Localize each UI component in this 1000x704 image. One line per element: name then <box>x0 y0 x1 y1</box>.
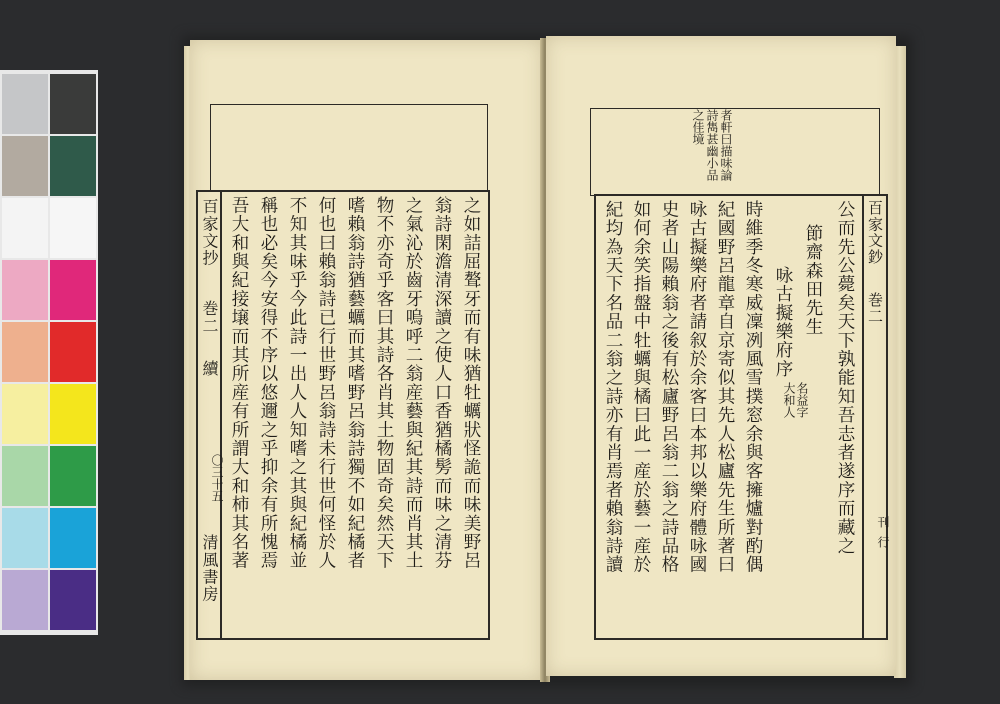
head-note-line: 之佳境 <box>691 109 705 145</box>
text-column: 史者山陽賴翁之後有松廬野呂翁二翁之詩品格 <box>659 200 679 574</box>
margin-title: 百家文抄 <box>200 198 219 267</box>
left-head-box <box>210 104 488 192</box>
color-patch <box>50 384 96 444</box>
text-column: 節齋森田先生 <box>803 224 823 337</box>
author-note: 大和人 <box>782 382 796 418</box>
color-patch <box>50 198 96 258</box>
text-column: 咏古擬樂府序 <box>773 266 793 379</box>
color-patch <box>2 322 48 382</box>
color-patch <box>2 570 48 630</box>
text-column: 紀均為天下名品二翁之詩亦有肖焉者賴翁詩讀 <box>603 200 623 574</box>
color-patch <box>50 570 96 630</box>
text-column: 如何余笑指盤中牡蠣與橘曰此一産於藝一産於 <box>631 200 651 574</box>
color-patch <box>50 260 96 320</box>
text-column: 之氣沁於齒牙嗚呼二翁産藝與紀其詩而肖其土 <box>403 196 423 570</box>
margin-volume: 巻二 <box>200 300 219 335</box>
right-page <box>546 36 896 676</box>
head-note-line: 詩雋甚幽小品 <box>705 109 719 181</box>
text-column: 咏古擬樂府者請叙於余客曰本邦以樂府體咏國 <box>687 200 707 574</box>
color-patch <box>50 136 96 196</box>
left-margin-rule <box>220 192 222 638</box>
color-patch <box>50 322 96 382</box>
right-text-frame <box>594 194 888 640</box>
left-text-frame <box>196 190 490 640</box>
author-note: 名益字 <box>795 382 809 418</box>
color-patch <box>2 260 48 320</box>
color-patch <box>2 198 48 258</box>
text-column: 紀國野呂龍章自京寄似其先人松廬先生所著曰 <box>715 200 735 574</box>
text-column: 公而先公薨矣天下孰能知吾志者遂序而藏之 <box>835 200 855 556</box>
right-head-box <box>590 108 880 196</box>
color-patch <box>50 74 96 134</box>
text-column: 物不亦奇乎客曰其詩各肖其土物固奇矣然天下 <box>374 196 394 570</box>
text-column: 何也曰賴翁詩已行世野呂翁詩未行世何怪於人 <box>316 196 336 570</box>
text-column: 嗜賴翁詩猶藝蠣而其嗜野呂翁詩獨不如紀橘者 <box>345 196 365 570</box>
color-calibration-card <box>0 70 98 635</box>
margin-mark: 行 <box>876 536 890 548</box>
color-patch <box>50 446 96 506</box>
margin-section: 續 <box>200 360 219 378</box>
text-column: 之如詰屈聱牙而有味猶牡蠣狀怪詭而味美野呂 <box>461 196 481 570</box>
text-column: 稱也必矣今安得不序以悠邇之乎抑余有所愧焉 <box>258 196 278 570</box>
margin-volume: 巻二 <box>866 292 884 325</box>
text-column: 時維季冬寒威凜冽風雪撲窓余與客擁爐對酌偶 <box>743 200 763 574</box>
color-patch <box>2 384 48 444</box>
margin-title: 百家文鈔 <box>866 200 884 265</box>
text-column: 吾大和與紀接壌而其所産有所謂大和柿其名著 <box>229 196 249 570</box>
color-patch <box>2 136 48 196</box>
head-note-line: 者軒曰描味論 <box>719 109 733 181</box>
color-patch <box>2 446 48 506</box>
margin-page-number: 〇三十五 <box>210 454 224 502</box>
left-page <box>190 40 542 680</box>
color-patch <box>2 508 48 568</box>
text-column: 翁詩閑澹清深讀之使人口香猶橘髣而味之清芬 <box>432 196 452 570</box>
color-patch <box>50 508 96 568</box>
margin-publisher: 清風書房 <box>200 534 219 603</box>
text-column: 不知其味乎今此詩一出人人知嗜之其與紀橘並 <box>287 196 307 570</box>
color-patch <box>2 74 48 134</box>
margin-mark: 刊 <box>876 516 890 528</box>
